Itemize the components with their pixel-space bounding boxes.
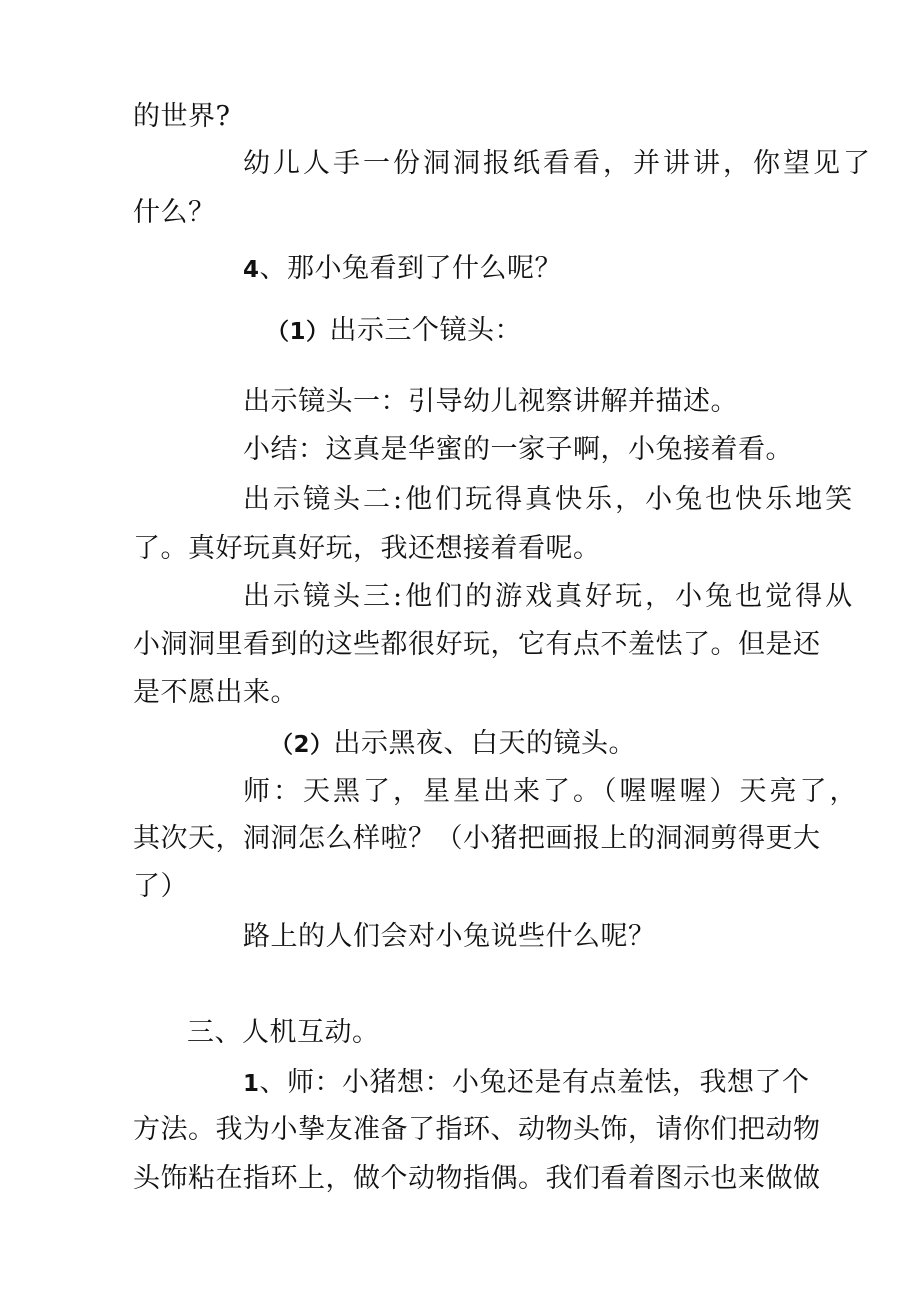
text-line bbox=[133, 676, 298, 710]
sub-item-heading bbox=[266, 314, 522, 349]
item-number: （1） bbox=[266, 319, 330, 345]
text-line bbox=[243, 433, 793, 467]
text-line bbox=[243, 385, 738, 419]
text-line bbox=[133, 628, 821, 662]
line-text: 是不愿出来。 bbox=[133, 677, 298, 708]
text-line bbox=[133, 870, 188, 904]
list-item-heading bbox=[243, 1066, 810, 1101]
text-line bbox=[243, 775, 860, 809]
line-text: 小洞洞里看到的这些都很好玩，它有点不羞怯了。但是还 bbox=[133, 629, 821, 660]
line-text: 其次天，洞洞怎么样啦？（小猪把画报上的洞洞剪得更大 bbox=[133, 823, 821, 854]
line-text: 幼儿人手一份洞洞报纸看看，并讲讲，你望见了 bbox=[243, 148, 873, 179]
item-number: （2） bbox=[270, 732, 334, 758]
section-heading bbox=[187, 1016, 380, 1050]
line-text: 出示镜头二:他们玩得真快乐，小兔也快乐地笑 bbox=[243, 484, 856, 515]
text-line bbox=[133, 1113, 821, 1147]
line-text: 的世界? bbox=[133, 101, 231, 132]
line-text: 路上的人们会对小兔说些什么呢？ bbox=[243, 921, 656, 952]
line-text: 什么？ bbox=[133, 197, 216, 228]
line-text: 三、人机互动。 bbox=[187, 1017, 380, 1048]
text-line bbox=[133, 1162, 821, 1196]
text-line bbox=[243, 147, 873, 181]
item-number: 4 bbox=[243, 257, 260, 283]
line-text: 出示黑夜、白天的镜头。 bbox=[333, 728, 637, 759]
line-text: 出示三个镜头： bbox=[329, 315, 523, 346]
line-text: 出示镜头三:他们的游戏真好玩，小兔也觉得从 bbox=[243, 581, 856, 612]
line-text: 头饰粘在指环上，做个动物指偶。我们看着图示也来做做 bbox=[133, 1163, 821, 1194]
line-text: 小结：这真是华蜜的一家子啊，小兔接着看。 bbox=[243, 434, 793, 465]
item-number: 1 bbox=[243, 1071, 260, 1097]
line-text: 出示镜头一：引导幼儿视察讲解并描述。 bbox=[243, 386, 738, 417]
text-line bbox=[243, 580, 855, 614]
line-text: 了。真好玩真好玩，我还想接着看呢。 bbox=[133, 533, 601, 564]
list-item-heading bbox=[243, 252, 562, 287]
line-text: 方法。我为小挚友准备了指环、动物头饰，请你们把动物 bbox=[133, 1114, 821, 1145]
sub-item-heading bbox=[270, 727, 636, 762]
text-line bbox=[243, 920, 656, 954]
text-line bbox=[133, 822, 821, 856]
line-text: 师：天黑了，星星出来了。（喔喔喔）天亮了， bbox=[243, 776, 860, 807]
line-text: 、师：小猪想：小兔还是有点羞怯，我想了个 bbox=[259, 1067, 810, 1098]
text-line bbox=[133, 196, 216, 230]
line-text: 了） bbox=[133, 871, 188, 902]
text-line bbox=[133, 100, 230, 134]
line-text: 、那小兔看到了什么呢？ bbox=[259, 253, 563, 284]
text-line bbox=[133, 532, 601, 566]
text-line bbox=[243, 483, 855, 517]
